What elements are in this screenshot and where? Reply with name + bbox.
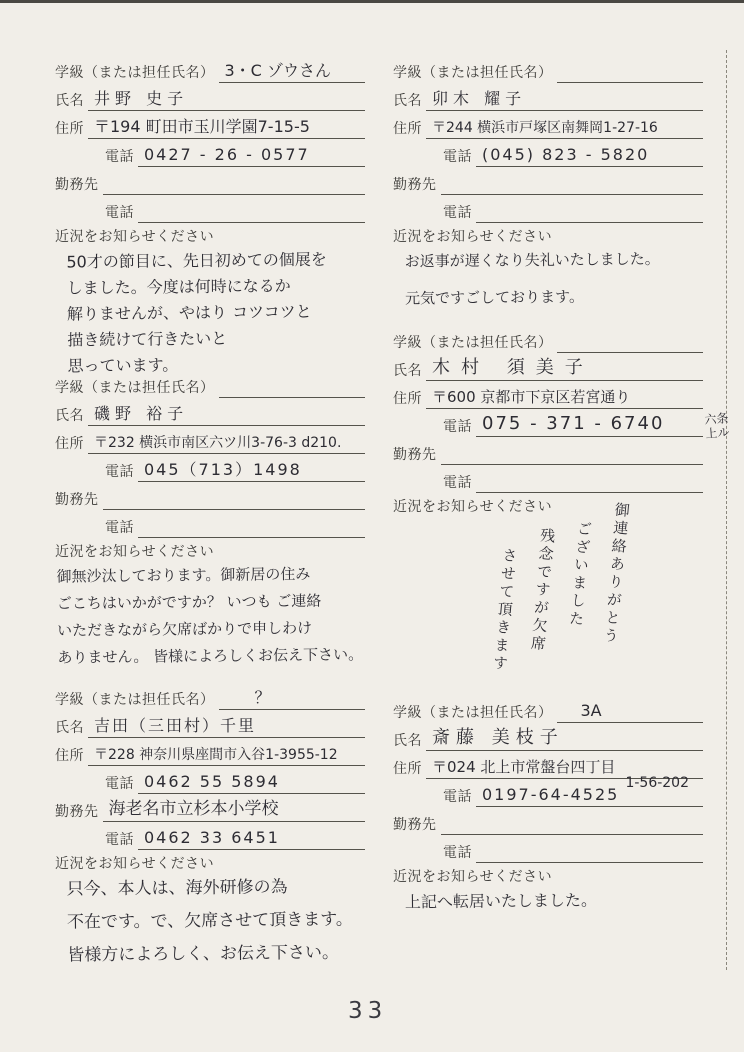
phone-line	[476, 414, 703, 437]
address-value: 〒600 京都市下京区若宮通り	[432, 388, 631, 406]
form-entry-uki	[393, 55, 703, 326]
address-line	[88, 118, 365, 139]
news-line: いただきながら欠席ばかりで申しわけ	[57, 618, 313, 640]
news-line: しました。今度は何時になるか	[66, 276, 291, 298]
phone-label: 電話	[105, 465, 134, 480]
workplace-phone-row	[55, 510, 365, 538]
workplace-phone-label: 電話	[105, 521, 134, 536]
phone-label: 電話	[443, 420, 472, 435]
class-label: 学級（または担任氏名）	[393, 66, 553, 81]
phone-value: 0197-64-4525	[482, 785, 620, 804]
class-line	[557, 351, 704, 353]
workplace-phone-label: 電話	[443, 846, 472, 861]
form-entry-kimura	[393, 325, 730, 674]
workplace-phone-row	[393, 465, 703, 493]
address-row	[55, 738, 365, 766]
phone-value: (045) 823 - 5820	[482, 145, 650, 164]
phone-label: 電話	[443, 150, 472, 165]
workplace-row	[55, 167, 365, 195]
workplace-phone-line	[138, 536, 365, 538]
news-vcol: 御連絡ありがとう	[600, 501, 632, 647]
workplace-row	[55, 482, 365, 510]
news-label: 近況をお知らせください	[55, 857, 215, 872]
news-message-vertical	[480, 491, 641, 703]
news-label: 近況をお知らせください	[393, 230, 553, 245]
name-row	[55, 710, 365, 738]
address-line	[88, 746, 365, 766]
news-label: 近況をお知らせください	[55, 545, 215, 560]
workplace-phone-label: 電話	[443, 206, 472, 221]
news-row	[393, 863, 703, 887]
phone-value: 0427 - 26 - 0577	[144, 145, 310, 164]
news-row	[55, 538, 365, 562]
workplace-line	[103, 800, 366, 822]
name-value: 井野 史子	[94, 89, 189, 108]
name-label: 氏名	[393, 364, 422, 379]
phone-line	[476, 146, 703, 167]
phone-row	[393, 139, 703, 167]
news-line: 50才の節目に、先日初めての個展を	[66, 249, 327, 272]
workplace-row	[393, 167, 703, 195]
workplace-phone-line	[476, 861, 703, 863]
workplace-phone-label: 電話	[105, 206, 134, 221]
workplace-phone-line	[138, 829, 365, 850]
class-label: 学級（または担任氏名）	[55, 693, 215, 708]
address-line	[426, 119, 703, 139]
phone-line	[138, 461, 365, 482]
news-row	[55, 223, 365, 247]
address-row	[393, 111, 703, 139]
address-line	[88, 434, 365, 454]
name-line	[426, 728, 703, 751]
news-line: 解りませんが、やはり コツコツと	[66, 301, 312, 324]
class-row	[393, 55, 703, 83]
page-number: 33	[348, 998, 388, 1024]
name-line	[426, 90, 703, 111]
name-value: 吉田（三田村）千里	[94, 716, 257, 735]
form-entry-saito	[393, 695, 703, 918]
workplace-label: 勤務先	[393, 178, 437, 193]
class-line	[557, 702, 704, 723]
workplace-phone-label: 電話	[105, 833, 134, 848]
workplace-row	[393, 807, 703, 835]
news-line: ありません。 皆様によろしくお伝え下さい。	[57, 645, 364, 667]
name-row	[393, 723, 703, 751]
workplace-value: 海老名市立杉本小学校	[108, 799, 279, 820]
name-line	[426, 358, 703, 381]
address-label: 住所	[55, 749, 84, 764]
class-line	[219, 396, 366, 398]
name-line	[88, 90, 365, 111]
phone-value: 075 - 371 - 6740	[482, 413, 665, 435]
address-line2: 1-56-202	[625, 775, 689, 791]
workplace-line	[103, 508, 366, 510]
workplace-line	[441, 833, 704, 835]
news-vcol: 残念ですが欠席	[528, 526, 557, 654]
news-line: 元気ですごしております。	[405, 287, 585, 308]
address-label: 住所	[393, 762, 422, 777]
class-line	[219, 62, 366, 83]
class-line	[219, 689, 366, 710]
name-row	[55, 398, 365, 426]
news-line: 描き続けて行きたいと	[67, 328, 228, 350]
phone-label: 電話	[105, 150, 134, 165]
phone-row	[393, 409, 703, 437]
address-label: 住所	[55, 122, 84, 137]
name-label: 氏名	[393, 94, 422, 109]
address-note-top: 六条	[703, 411, 729, 427]
form-entry-yoshida	[55, 682, 365, 978]
news-line: 皆様方によろしく、お伝え下さい。	[67, 942, 340, 966]
address-value: 〒228 神奈川県座間市入谷1-3955-12	[94, 747, 338, 763]
class-line	[557, 81, 704, 83]
class-row	[55, 682, 365, 710]
news-vcol: させて頂きます	[490, 546, 520, 674]
workplace-phone-value: 0462 33 6451	[144, 828, 280, 847]
news-message	[54, 560, 365, 676]
workplace-phone-row	[55, 195, 365, 223]
phone-line	[138, 146, 365, 167]
address-value: 〒024 北上市常盤台四丁目	[432, 758, 616, 776]
news-label: 近況をお知らせください	[55, 230, 215, 245]
workplace-phone-row	[393, 835, 703, 863]
address-label: 住所	[55, 437, 84, 452]
news-line: 只今、本人は、海外研修の為	[66, 877, 288, 900]
class-row	[55, 370, 365, 398]
class-value: 3・C ゾウさん	[224, 61, 331, 80]
address-value: 〒232 横浜市南区六ツ川3-76-3 d210.	[94, 435, 342, 451]
scan-right-edge	[726, 50, 727, 970]
phone-label: 電話	[443, 790, 472, 805]
address-value: 〒244 横浜市戸塚区南舞岡1-27-16	[432, 120, 658, 136]
name-line	[88, 717, 365, 738]
address-row	[55, 111, 365, 139]
workplace-row	[55, 794, 365, 822]
name-value: 磯野 裕子	[94, 404, 189, 423]
news-line: ごこちはいかがですか？ いつも ご連絡	[56, 591, 322, 613]
class-row	[55, 55, 365, 83]
class-label: 学級（または担任氏名）	[55, 66, 215, 81]
name-line	[88, 405, 365, 426]
form-entry-ino	[55, 55, 365, 382]
phone-value: 0462 55 5894	[144, 772, 280, 791]
address-label: 住所	[393, 392, 422, 407]
class-value: 3A	[580, 701, 602, 720]
news-line: お返事が遅くなり失礼いたしました。	[404, 249, 660, 271]
news-message	[54, 245, 365, 383]
name-label: 氏名	[55, 94, 84, 109]
name-row	[393, 83, 703, 111]
phone-label: 電話	[105, 777, 134, 792]
workplace-label: 勤務先	[55, 493, 99, 508]
address-note	[704, 412, 730, 441]
workplace-phone-label: 電話	[443, 476, 472, 491]
news-label: 近況をお知らせください	[393, 500, 553, 515]
workplace-row	[393, 437, 703, 465]
workplace-line	[441, 463, 704, 465]
workplace-label: 勤務先	[55, 178, 99, 193]
class-label: 学級（または担任氏名）	[55, 381, 215, 396]
news-message	[393, 245, 704, 327]
workplace-phone-row	[55, 822, 365, 850]
name-label: 氏名	[393, 734, 422, 749]
news-vcol: ございました	[566, 520, 594, 630]
phone-line	[138, 773, 365, 794]
news-line: 思っています。	[67, 355, 179, 376]
class-label: 学級（または担任氏名）	[393, 706, 553, 721]
address-label: 住所	[393, 122, 422, 137]
class-label: 学級（または担任氏名）	[393, 336, 553, 351]
name-row	[55, 83, 365, 111]
name-label: 氏名	[55, 409, 84, 424]
form-entry-isono	[55, 370, 365, 675]
phone-row	[55, 454, 365, 482]
workplace-phone-line	[138, 221, 365, 223]
phone-value: 045（713）1498	[144, 460, 302, 479]
workplace-label: 勤務先	[55, 805, 99, 820]
news-line: 上記へ転居いたしました。	[404, 890, 598, 912]
class-value: ？	[254, 688, 271, 707]
address-row	[55, 426, 365, 454]
workplace-label: 勤務先	[393, 448, 437, 463]
workplace-line	[441, 193, 704, 195]
news-row	[393, 223, 703, 247]
name-value: 卯木 耀子	[432, 89, 527, 108]
address-line	[426, 389, 703, 409]
news-row	[55, 850, 365, 874]
class-row	[393, 325, 703, 353]
workplace-label: 勤務先	[393, 818, 437, 833]
news-message	[393, 885, 703, 919]
news-line: 不在です。で、欠席させて頂きます。	[66, 909, 353, 933]
news-label: 近況をお知らせください	[393, 870, 553, 885]
news-message	[54, 872, 365, 979]
scan-top-edge	[0, 0, 744, 3]
class-row	[393, 695, 703, 723]
address-note-bottom: 上ル	[704, 424, 730, 441]
workplace-line	[103, 193, 366, 195]
name-row	[393, 353, 703, 381]
name-value: 斎藤 美枝子	[432, 727, 564, 749]
name-label: 氏名	[55, 721, 84, 736]
address-row	[393, 381, 703, 409]
news-line: 御無沙汰しております。御新居の住み	[56, 564, 311, 586]
address-value: 〒194 町田市玉川学園7-15-5	[94, 117, 310, 136]
phone-row	[55, 766, 365, 794]
workplace-phone-line	[476, 221, 703, 223]
phone-row	[55, 139, 365, 167]
workplace-phone-row	[393, 195, 703, 223]
name-value: 木村 須美子	[432, 357, 594, 379]
